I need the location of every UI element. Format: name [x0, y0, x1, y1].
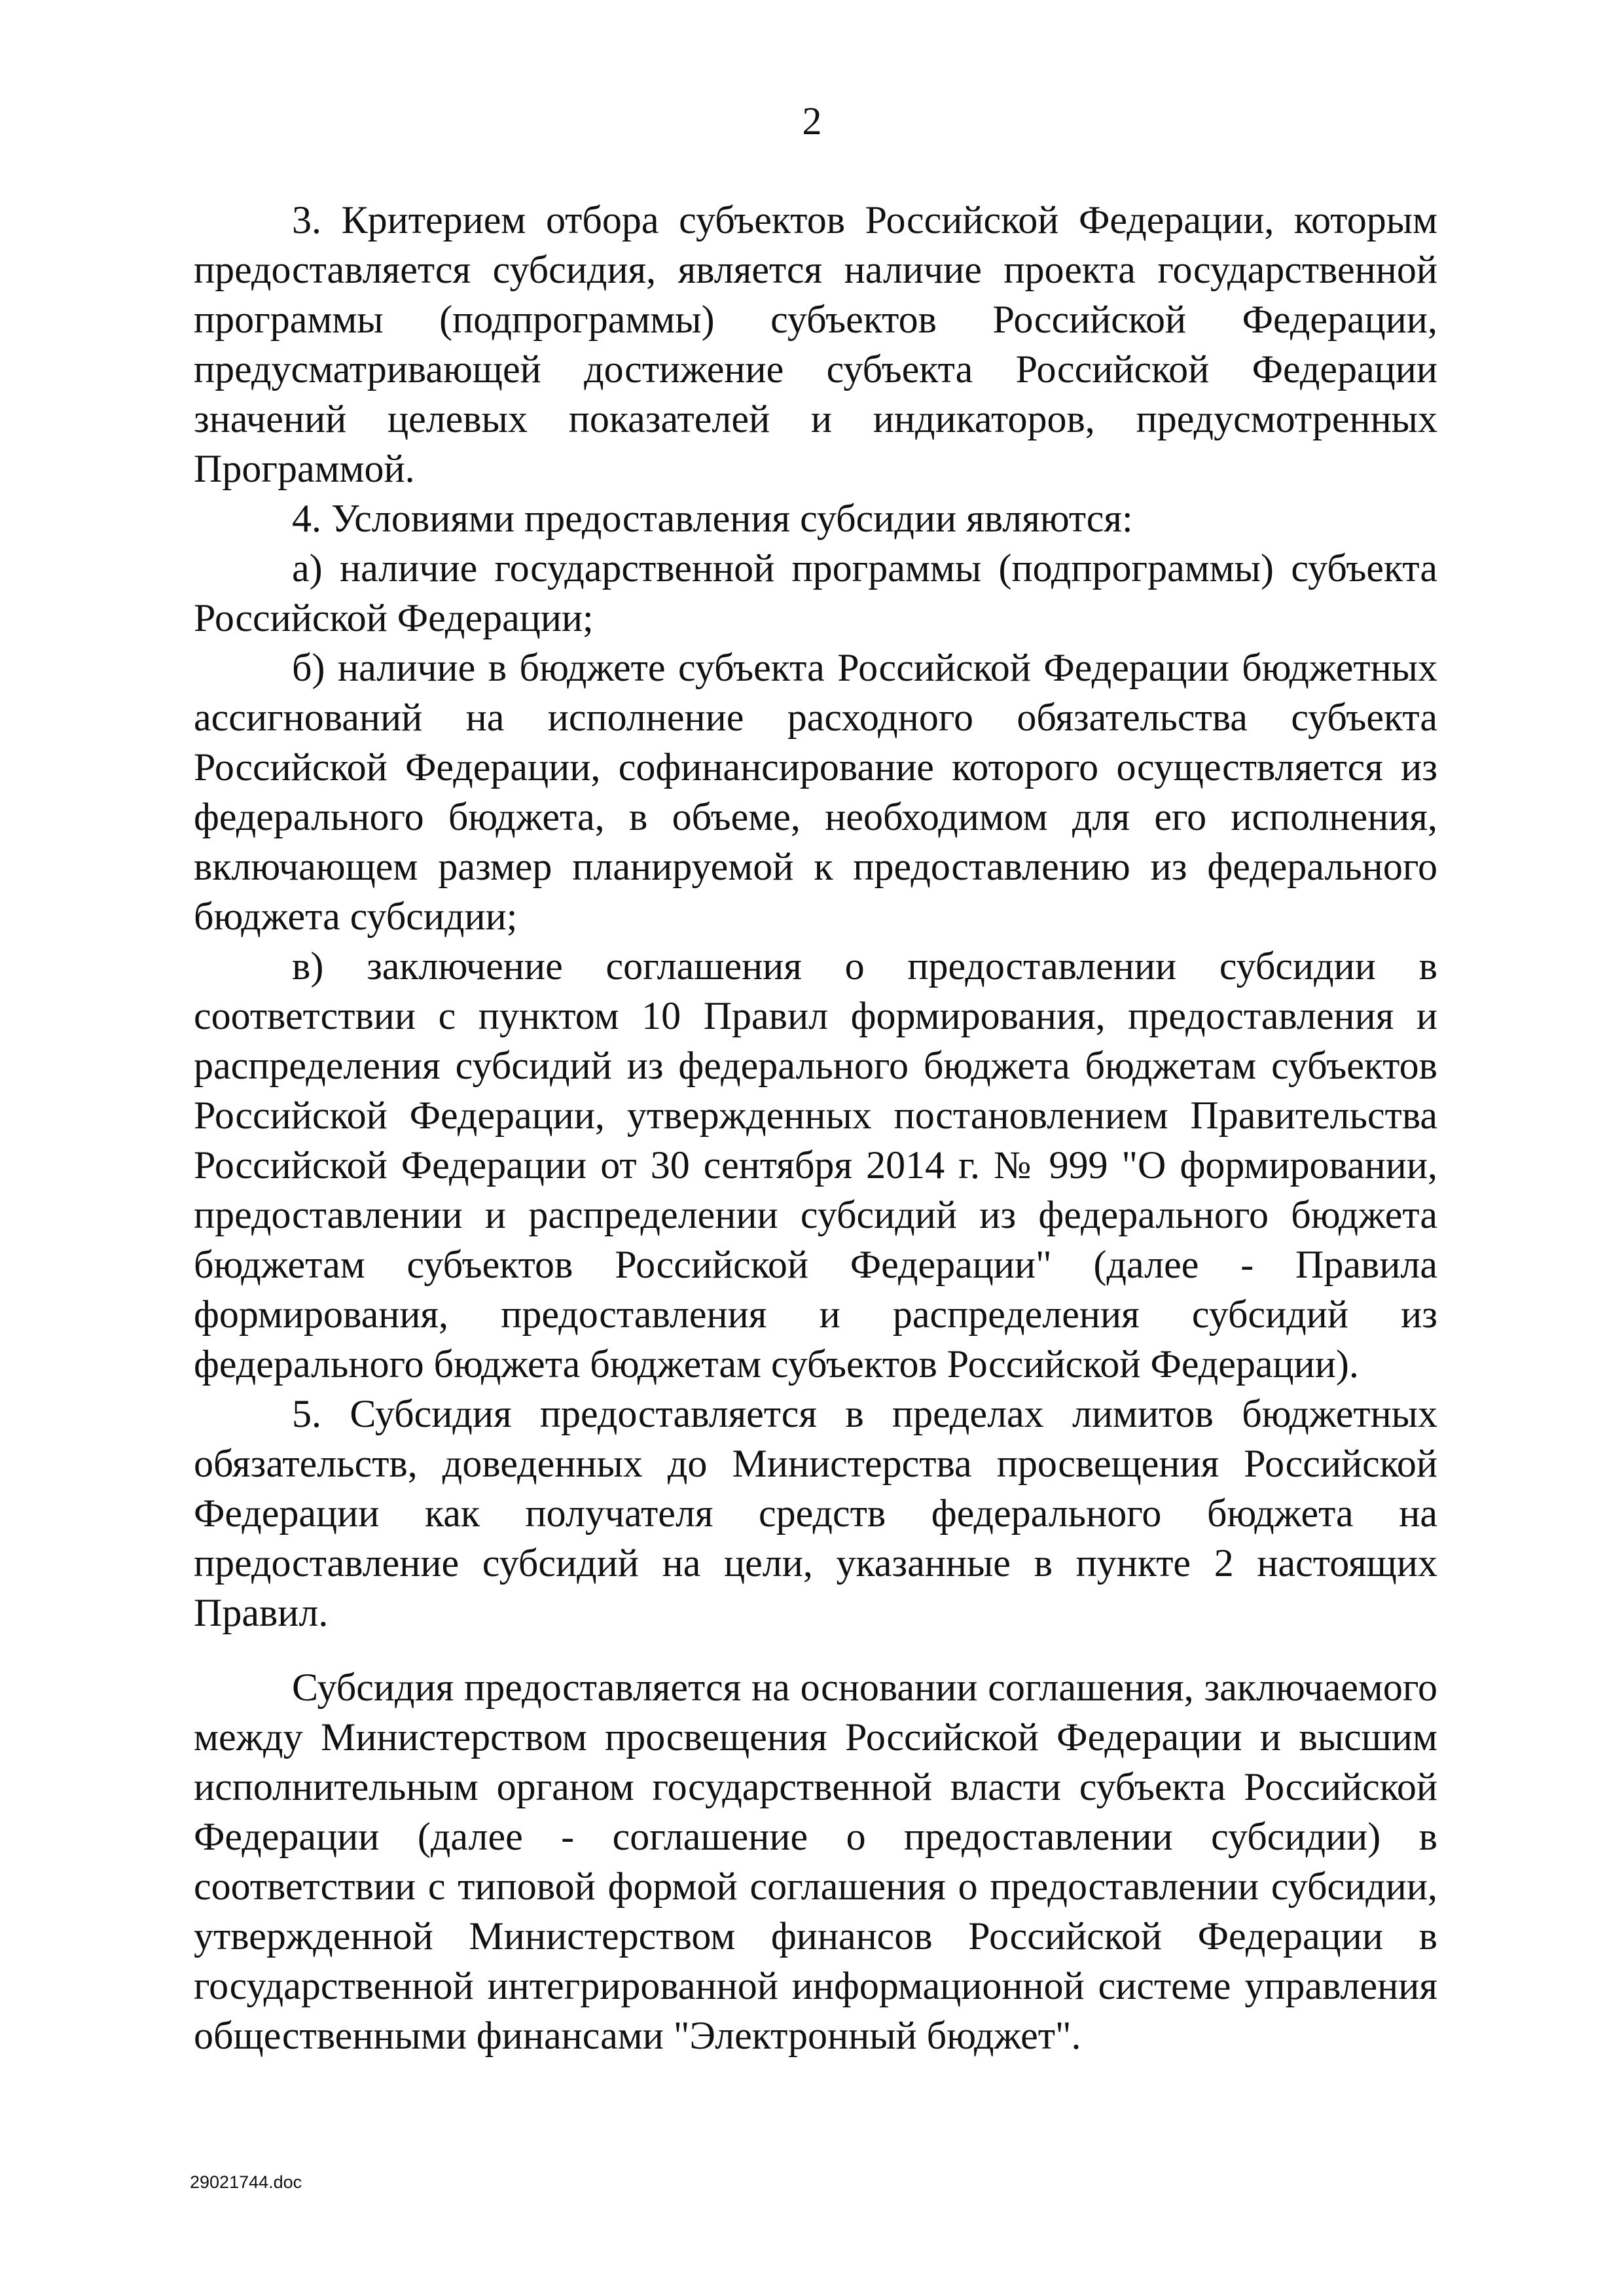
footer-filename: 29021744.doc: [190, 2172, 302, 2192]
paragraph-limits: 5. Субсидия предоставляется в пределах лимитов бюджетных обязательств, доведенных до Министерства просвещения Российской Федерации как получателя средств федерального бюджета на предоставление субсидий на цели, указанные в пункте 2 настоящих Правил.: [194, 1392, 1437, 1634]
paragraph-condition-v: в) заключение соглашения о предоставлении субсидии в соответствии с пунктом 10 Правил формирования, предоставления и распределения субсидий из федерального бюджета бюджетам субъектов Российской Федерации, утвержденных постановлением Правительства Российской Федерации от 30 сентября 2014 г. № 999 "О формировании, предоставлении и распределении субсидий из федерального бюджета бюджетам субъектов Российской Федерации" (далее - Правила формирования, предоставления и распределения субсидий из федерального бюджета бюджетам субъектов Российской Федерации).: [194, 944, 1437, 1386]
paragraph-condition-b: б) наличие в бюджете субъекта Российской Федерации бюджетных ассигнований на исполнение расходного обязательства субъекта Российской Федерации, софинансирование которого осуществляется из федерального бюджета, в объеме, необходимом для его исполнения, включающем размер планируемой к предоставлению из федерального бюджета субсидии;: [194, 646, 1437, 938]
page-number: 2: [802, 99, 822, 143]
document-body: [194, 195, 1437, 2060]
paragraph-conditions-heading: 4. Условиями предоставления субсидии являются:: [292, 497, 1133, 540]
paragraph-condition-a: а) наличие государственной программы (подпрограммы) субъекта Российской Федерации;: [194, 547, 1437, 639]
paragraph-criterion: 3. Критерием отбора субъектов Российской Федерации, которым предоставляется субсидия, является наличие проекта государственной программы (подпрограммы) субъектов Российской Федерации, предусматривающей достижение субъекта Российской Федерации значений целевых показателей и индикаторов, предусмотренных Программой.: [194, 198, 1437, 490]
paragraph-agreement: Субсидия предоставляется на основании соглашения, заключаемого между Министерством просвещения Российской Федерации и высшим исполнительным органом государственной власти субъекта Российской Федерации (далее - соглашение о предоставлении субсидии) в соответствии с типовой формой соглашения о предоставлении субсидии, утвержденной Министерством финансов Российской Федерации в государственной интегрированной информационной системе управления общественными финансами "Электронный бюджет".: [194, 1666, 1437, 2057]
